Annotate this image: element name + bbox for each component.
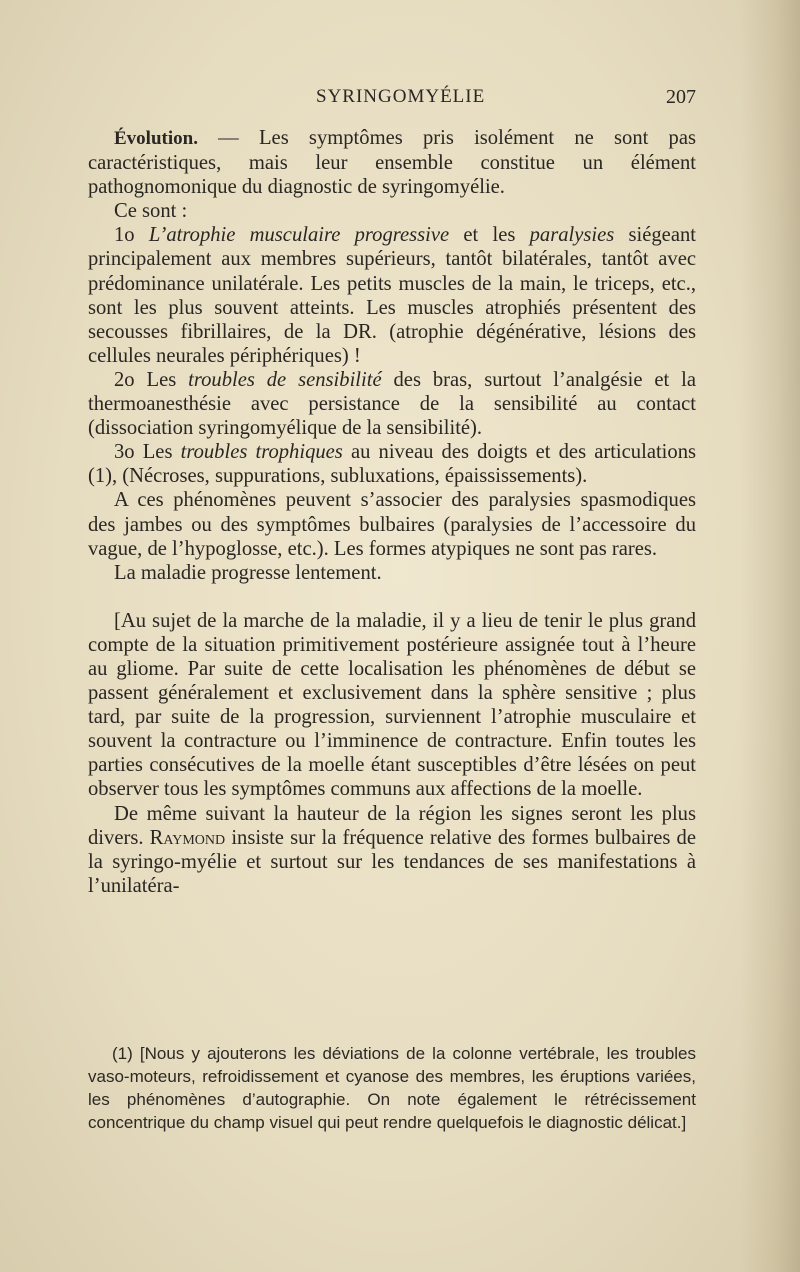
footnotes bbox=[88, 1042, 696, 1134]
emphasis-troubles-sensibilite: troubles de sensibilité bbox=[188, 368, 382, 391]
paragraph-gap bbox=[88, 585, 696, 609]
running-head: SYRINGOMYÉLIE bbox=[316, 86, 486, 107]
footnote-1: (1) [Nous y ajouterons les déviations de la colonne vertébrale, les troubles vaso-moteurs, refroidissement et cyanose des membres, les éruptions variées, les phénomènes d’autographie. On note également le rétrécissement concentrique du champ visuel qui peut rendre quelquefois le diagnostic délicat.] bbox=[88, 1044, 696, 1132]
paragraph-text: siégeant principalement aux membres supérieurs, tantôt bilatérales, tantôt avec prédominance unilatérale. Les petits muscles de la main, le triceps, etc., sont les plus souvent atteints. Les muscles atrophiés présentent des secousses fibrillaires, de la DR. (atrophie dégénérative, lésions des cellules neurales périphériques) ! bbox=[88, 224, 696, 367]
paragraph-item-3 bbox=[88, 440, 696, 488]
paragraph-signes bbox=[88, 802, 696, 898]
emphasis-paralysies: paralysies bbox=[529, 224, 615, 247]
paragraph-associations: A ces phénomènes peuvent s’associer des paralysies spasmodiques des jambes ou des symptômes bulbaires (paralysies de l’accessoire du vague, de l’hypoglosse, etc.). Les formes atypiques ne sont pas rares. bbox=[88, 489, 696, 560]
paragraph-item-1 bbox=[88, 223, 696, 368]
paragraph-text: — Les symptômes pris isolément ne sont pas caractéristiques, mais leur ensemble constitue un élément pathognomonique du diagnostic de syringomyélie. bbox=[88, 127, 696, 199]
emphasis-atrophie: L’atrophie musculaire progressive bbox=[148, 224, 450, 247]
paragraph-text: et les bbox=[449, 224, 530, 247]
paragraph-text: De même suivant la hauteur de la région les signes seront les plus divers. bbox=[88, 802, 696, 849]
body-text bbox=[88, 126, 696, 898]
paragraph-text: insiste sur la fréquence relative des formes bulbaires de la syringo-myélie et surtout sur les tendances de ses manifestations à l’unilatéra- bbox=[88, 826, 696, 897]
emphasis-troubles-trophiques: troubles trophiques bbox=[180, 441, 343, 464]
author-name-raymond: Raymond bbox=[149, 826, 226, 849]
paragraph-marche-maladie: [Au sujet de la marche de la maladie, il y a lieu de tenir le plus grand compte de la situation primitivement postérieure assignée tout à l’heure au gliome. Par suite de cette localisation les phénomènes de début se passent généralement et exclusivement dans la sphère sensitive ; plus tard, par suite de la progression, surviennent l’atrophie musculaire et souvent la contracture ou l’imminence de contracture. Enfin toutes les parties consécutives de la moelle étant susceptibles d’être lésées on peut observer tous les symptômes communs aux affections de la moelle. bbox=[88, 609, 696, 801]
paragraph-evolution bbox=[88, 126, 696, 199]
paragraph-text: des bras, surtout l’analgésie et la thermoanesthésie avec persistance de la sensibilité au contact (dissociation syringomyélique de la sensibilité). bbox=[88, 368, 697, 440]
paragraph-progression: La maladie progresse lentement. bbox=[114, 561, 382, 584]
paragraph-item-2 bbox=[88, 368, 696, 440]
paragraph-text: au niveau des doigts et des articulations (1), (Nécroses, suppurations, subluxations, épaississements). bbox=[88, 441, 697, 488]
item-prefix: 3o Les bbox=[114, 441, 181, 464]
item-prefix: 1o bbox=[114, 224, 149, 247]
item-prefix: 2o Les bbox=[114, 368, 189, 391]
paragraph-ce-sont: Ce sont : bbox=[114, 200, 188, 223]
page-number: 207 bbox=[666, 86, 696, 108]
section-heading-evolution: Évolution. bbox=[114, 128, 198, 149]
page-header bbox=[88, 86, 696, 114]
page-edge-shadow bbox=[740, 0, 800, 1272]
